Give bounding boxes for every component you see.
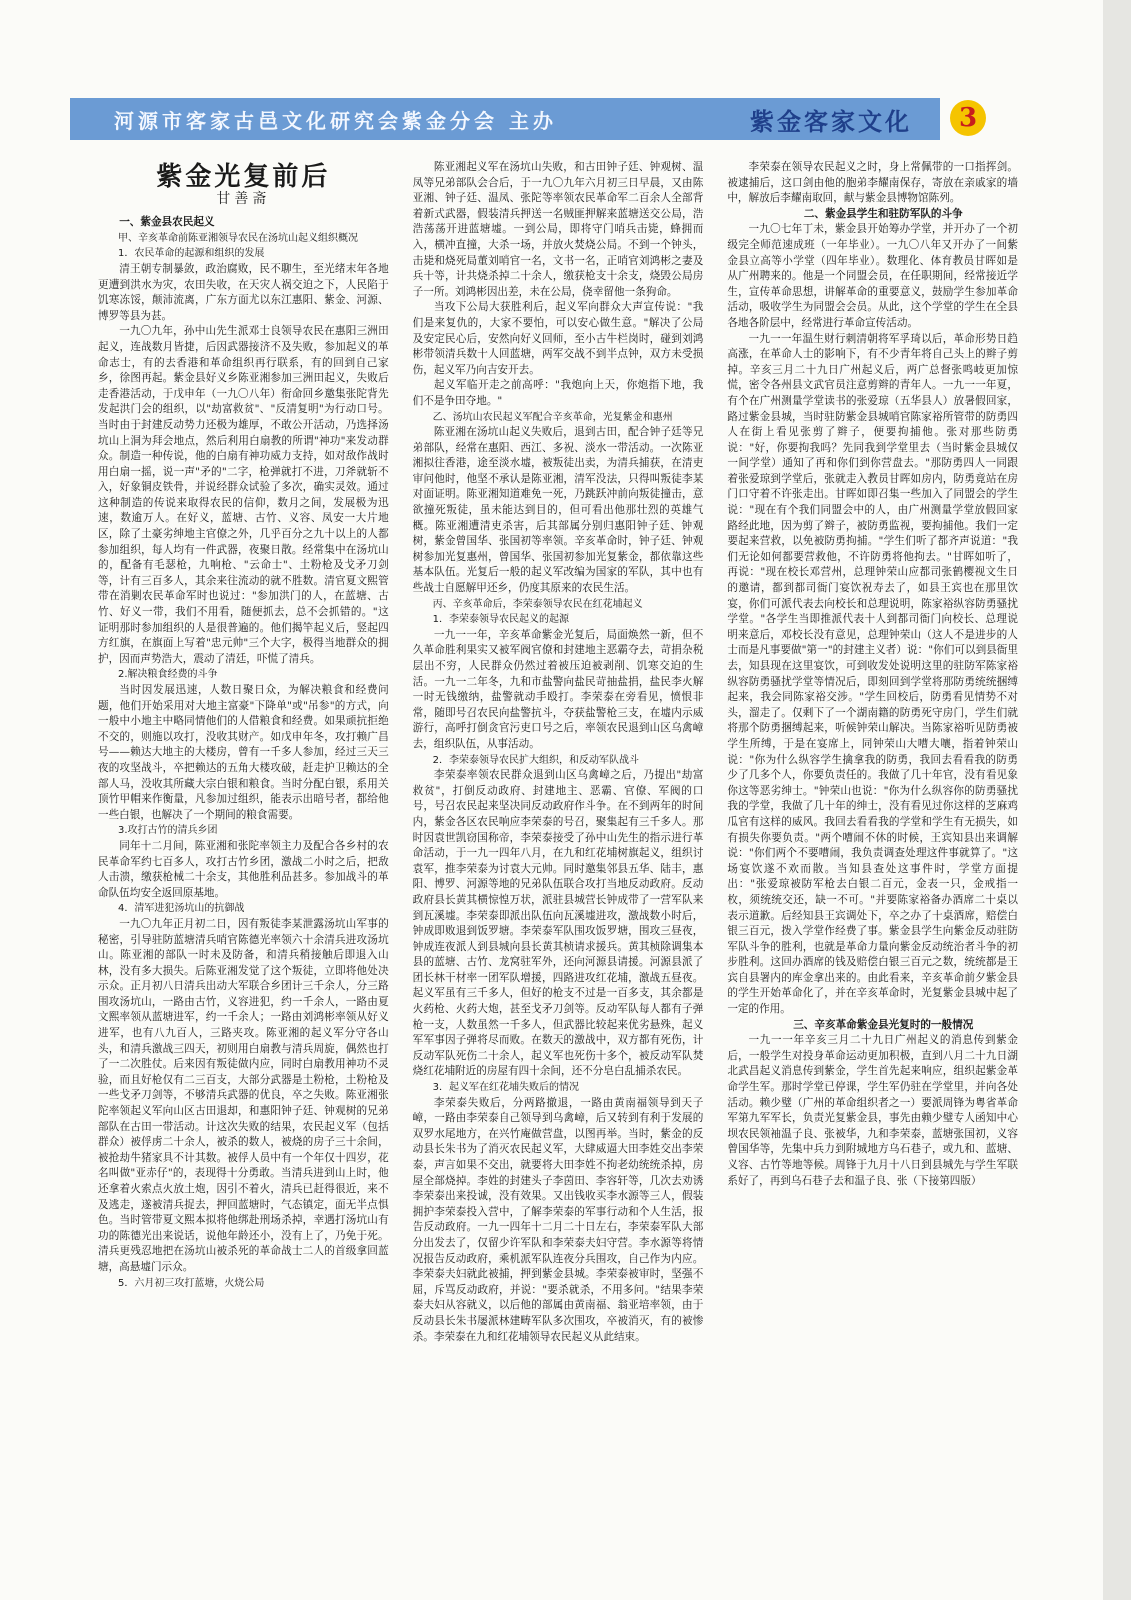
subheading: 2.解决粮食经费的斗争 <box>118 669 218 681</box>
subsection-heading: 丙、辛亥革命后，李荣泰领导农民在红花埔起义 <box>432 598 643 610</box>
column-1 <box>98 160 389 1562</box>
article-author: 甘善斋 <box>216 190 271 207</box>
column-3 <box>727 160 1018 1562</box>
page-edge <box>1103 0 1131 1600</box>
subheading: 1．李荣泰领导农民起义的起源 <box>432 614 570 626</box>
paragraph: 同年十二月间，陈亚湘和张陀率领主力及配合各乡村的农民革命军约七百多人，攻打古竹乡团，激战二小时之后，把敌人击溃，缴获枪械二十余支，其他胜利品甚多。参加战斗的革命队伍均安全返回原基地。 <box>98 839 389 899</box>
paragraph: 一九〇九年，孙中山先生派邓士良领导农民在惠阳三洲田起义，连战数月皆捷，后因武器接济不及失败，参加起义的革命志士，有的去香港和革命组织再行联系，有的回到自己家乡，徐图再起。紫金县好义乡陈亚湘参加三洲田起义，失败后走香港活动，于戊申年（一九〇八年）衔命回乡邀集张陀背先发起洪门会的组织，以"劫富救贫"、"反清复明"为行动口号。当时由于封建反动势力还极为雄厚，不敢公开活动，乃选择汤坑山上洞为拜会地点，然后利用白扇教的所谓"神功"来发动群众。制造一种传说，他的白扇有神功威力支持，如对敌作战时用白扇一摇，说一声"矛的"二字，枪弹就打不进，刀斧就斩不入，好象铜皮铁骨，并说经群众试验了多次，确实灵效。通过这种制造的传说来取得农民的信仰，数月之间，发展极为迅速，数逾万人。在好义，蓝塘、古竹、义容、凤安一大片地区，除了土豪劣绅地主官僚之外，几乎百分之九十以上的人都参加组织，每人均有一件武器，夜聚日散。经常集中在汤坑山的，配备有毛瑟枪，九响枪、"云命士"、土粉枪及戈矛刀剑等，计有三百多人，其余来往流动的就不胜数。清官夏文熙管带在消剿农民革命军时也说过："参加洪门的人，在蓝塘、古竹、好义一带，我们不用看，随便抓去，总不会抓错的。"这证明那时参加组织的人是很普遍的。他们揭竿起义后，竖起四方红旗，在旗面上写着"忠元帅"三个大字，极得当地群众的拥护，因而声势浩大，震动了清廷，吓慌了清兵。 <box>98 325 389 665</box>
subheading: 1．农民革命的起源和组织的发展 <box>118 248 265 260</box>
subsection-heading: 甲、辛亥革命前陈亚湘领导农民在汤坑山起义组织概况 <box>118 232 358 244</box>
subheading: 2．李荣泰领导农民扩大组织，和反动军队战斗 <box>432 754 640 766</box>
subheading: 3.攻打古竹的清兵乡团 <box>118 825 218 837</box>
paragraph: 陈亚湘在汤坑山起义失败后，退到古田，配合钟子廷等兄弟部队，经常在惠阳、西江、多祝、淡水一带活动。一次陈亚湘拟往香港，途至淡水墟，被叛徒出卖，为清兵捕获，在清吏审问他时，他坚不承认是陈亚湘，清军没法，只得叫叛徒李某对面证明。陈亚湘知道难免一死，乃跳跃冲前向叛徒撞击，意欲撞死叛徒，虽未能达到目的，但可看出他那壮烈的英雄气概。陈亚湘遭清吏杀害，后其部属分别归惠阳钟子廷、钟观树，紫金曾国华、张国初等率领。辛亥革命时，钟子廷、钟观树参加光复惠州，曾国华、张国初参加光复紫金，都依靠这些基本队伍。光复后一般的起义军改编为国家的军队，其中也有些战士自愿解甲还乡，仍度其原来的农民生活。 <box>412 426 704 595</box>
section-heading: 三、辛亥革命紫金县光复时的一般情况 <box>793 1018 974 1031</box>
article-title: 紫金光复前后 <box>156 162 331 192</box>
paragraph: 陈亚湘起义军在汤坑山失败，和古田钟子廷、钟观树、温凤等兄弟部队会合后，于一九〇九年六月初三日早晨，又由陈亚湘、钟子廷、温凤、张陀等率领农民革命军二百余人全部背着新式武器，假装清兵押送一名贼匪押解来蓝塘送交公局，浩浩荡荡开进蓝塘墟。一到公局，即将守门哨兵击毙，蜂拥而入，横冲直撞，大杀一场，并放火焚烧公局。不到一个钟头，击毙和烧死局董刘哨官一名，文书一名，正哨官刘鸿彬之妻及兵十等，计共烧杀掉二十余人，缴获枪支十余支，烧毁公局房子一所。刘鸿彬因出差，未在公局，侥幸留他一条狗命。 <box>412 161 704 298</box>
paragraph: 一九一一年温生财行刺清朝将军孚琦以后，革命形势日趋高涨，在革命人士的影响下，有不少青年将自己头上的辫子剪掉。辛亥三月二十九日广州起义后，两广总督张鸣岐更加惊慌，密令各州县文武官员注意剪辫的青年人。一九一一年夏，有个在广州测量学堂读书的张爱琼（五华县人）放暑假回家，路过紫金县城，当时驻防紫金县城哨官陈家裕所管带的防勇四人在街上看见张剪了辫子，便要拘捕他。张对那些防勇说："好，你要拘我吗？先同我到学堂里去（当时紫金县城仅一间学堂）通知了再和你们到你营盘去。"那防勇四人一同跟着张爱琼到学堂后，张就走入教员甘晖如房内，防勇竟站在房门口守着不许张走出。甘晖如即召集一些加入了同盟会的学生说："现在有个我们同盟会中的人，由广州测量学堂放假回家路经此地，因为剪了辫子，被防勇监视，要拘捕他。我们一定要起来营救，以免被防勇拘捕。"学生们听了都齐声说道："我们无论如何都要营救他，不许防勇将他拘去。"甘晖如听了，再说："现在校长邓营州，总理钟荣山应都司张鹤樱视文生日的邀请，都到都司衙门宴饮祝寿去了，如县王宾也在那里饮宴，你们可派代表去向校长和总理说明，陈家裕纵容防勇骚扰学堂。"各学生当即推派代表十人到都司衙门向校长、总理说明来意后，邓校长没有意见，总理钟荣山（这人不是进步的人士而是凡事要做"第一"的封建主义者）说："你们可以到县衙里去，知县现在这里宴饮，可到收发处说明这里的驻防军陈家裕纵容防勇骚扰学堂等情况后，即刻回到学堂将那防勇统统捆缚起来，我会同陈家裕交涉。"学生回校后，防勇看见情势不对头，溜走了。仅剩下了一个湖南籍的防勇死守房门，学生们就将那个防勇捆缚起来，听候钟荣山解决。当陈家裕听见防勇被学生所缚，于是在宴席上，同钟荣山大嘈大嚷，指着钟荣山说："你为什么纵容学生擒拿我的防勇，我回去看看我的防勇少了几多个人，你要负责任的。我做了几十年官，没有看见象你这等恶劣绅士。"钟荣山也说："你为什么纵容你的防勇骚扰我的学堂，我做了几十年的绅士，没有看见过你这样的芝麻鸡瓜官有这样的威风。我回去看看我的学堂和学生有无损失，如有损失你要负责。"两个嘈闹不休的时候，王宾知县出来调解说："你们两个不要嘈闹，我负责调查处理这件事就算了。"这场宴饮遂不欢而散。当知县查处这事件时，学堂方面提出："张爱琼被防军枪去白银二百元，金表一只，金戒指一枚，须统统交还，缺一不可。"并要陈家裕备办酒席二十桌以表示道歉。后经知县王宾调处下，卒之办了十桌酒席，赔偿白银三百元，拨入学堂作经费了事。紫金县学生向紫金反动驻防军队斗争的胜利，也就是革命力量向紫金反动统治者斗争的初步胜利。这回办酒席的钱及赔偿白银三百元之数，统统都是王宾自县署内的库金拿出来的。由此看来，辛亥革命前夕紫金县的学生开始革命化了，并在辛亥革命时，光复紫金县城中起了一定的作用。 <box>727 332 1019 1016</box>
paragraph: 李荣泰在领导农民起义之时，身上常佩带的一口指挥剑。被逮捕后，这口剑由他的胞弟李耀南保存，寄放在亲戚家的墙中，解放后李耀南取回，献与紫金县博物馆陈列。 <box>727 161 1019 205</box>
section-heading: 二、紫金县学生和驻防军队的斗争 <box>803 207 963 220</box>
page-number-badge: 3 <box>950 100 986 136</box>
paragraph: 一九〇九年正月初二日，因有叛徒李某泄露汤坑山军事的秘密，引导驻防蓝塘清兵哨官陈德光率领六十余清兵进攻汤坑山。陈亚湘的部队一时未及防备，和清兵稍接触后即退入山林，没有多大损失。后陈亚湘发觉了这个叛徒，立即将他处决示众。正月初八日清兵出动大军联合乡团计三千余人，分三路围攻汤坑山，一路由古竹，义容进犯，约一千余人，一路由夏文熙率领从蓝塘进军，约一千余人；一路由刘鸿彬率领从好义进军，也有八九百人，三路夹攻。陈亚湘的起义军分守各山头，和清兵激战三四天，初则用白扇教与清兵周旋，偶然也打了一二次胜仗。后来因有叛徒做内应，同时白扇教用神功不灵验，而且好枪仅有二三百支，大部分武器是土粉枪，土粉枪及一些戈矛刀剑等，不够清兵武器的优良，卒之失败。陈亚湘张陀率领起义军向山区古田退却，和惠阳钟子廷、钟观树的兄弟部队在古田一带活动。计这次失败的结果，农民起义军（包括群众）被俘虏二十余人，被杀的数人，被烧的房子三十余间，被抢劫牛猪家具不计其数。被俘人员中有一个年仅十四岁，花名叫做"亚赤仔"的，表现得十分勇敢。当清兵进到山上时，他还拿着火索点火放土炮，因引不着火，清兵已赶得很近，来不及逃走，遂被清兵捉去，押回蓝塘时，气态镇定，面无半点惧色。当时管带夏文熙本拟将他绑赴刑场杀掉，幸遇打汤坑山有功的陈德光出来说话，说他年龄还小，没有上了，乃免于死。清兵更残忍地把在汤坑山被杀死的革命战士二人的首级拿回蓝塘，高悬墟门示众。 <box>98 917 389 1273</box>
article-columns <box>98 160 1018 1562</box>
paragraph: 当攻下公局大获胜利后，起义军向群众大声宣传说："我们是来复仇的，大家不要怕，可以安心做生意。"解决了公局及安定民心后，安然向好义回师，至小古牛栏岗时，碰到刘鸿彬带领清兵数十人回蓝塘，两军交战不到半点钟，双方未受损伤，起义军乃向吉安开去。 <box>412 301 704 376</box>
paragraph: 清王朝专制暴敛，政治腐败，民不聊生，至光绪末年各地更遭到洪水为灾，农田失收，在天灾人祸交迫之下，人民陷于饥寒冻馁，颠沛流离，广东方面尤以东江惠阳、紫金、河源、博罗等县为甚。 <box>98 262 389 322</box>
paragraph: 起义军临开走之前高呼："我炮向上天，你炮指下地，我们不是争田夺地。" <box>412 379 704 407</box>
section-heading: 一、紫金县农民起义 <box>119 216 215 229</box>
paragraph: 李荣泰失败后，分两路撤退，一路由黄南福领导到天子嶂，一路由李荣泰自己领导到乌禽嶂，后又转到有利于发展的双罗水尾地方，在兴竹庵做营盘，以图再举。当时，紫金的反动县长朱书为了消灭农民起义军，大肆威逼大田李姓交出李荣泰，声言如果不交出，就要将大田李姓不拘老幼统统杀掉，房屋全部烧掉。李姓的封建头子李茵田、李容轩等，几次去劝诱李荣泰出来投诚，没有效果。又出钱收买李水源等三人，假装拥护李荣泰投入营中，了解李荣泰的军事行动和个人生活，报告反动政府。一九一四年十二月二十日左右，李荣泰军队大部分出发去了，仅留少许军队和李荣泰夫妇守营。李水源等将情况报告反动政府，乘机派军队连夜分兵围攻，自己作为内应。李荣泰夫妇就此被捕，押到紫金县城。李荣泰被审时，坚强不屈，斥骂反动政府，并说："要杀就杀，不用多问。"结果李荣泰夫妇从容就义，以后他的部属由黄南福、翁亚培率领，由于反动县长朱书屡派林建畴军队多次围攻，卒被消灭，有的被惨杀。李荣泰在九和红花埔领导农民起义从此结束。 <box>412 1096 704 1343</box>
column-2 <box>413 160 704 1562</box>
paragraph: 一九〇七年丁未，紫金县开始筹办学堂，并开办了一个初级完全师范速成班（一年毕业）。一九〇八年又开办了一间紫金县立高等小学堂（四年毕业）。数理化、体育教员甘晖如是从广州聘来的。他是一个同盟会员，在任职期间，经常接近学生，宣传革命思想，讲解革命的重要意义，鼓励学生参加革命活动，吸收学生为同盟会会员。从此，这个学堂的学生在全县各地各阶层中，经常进行革命宣传活动。 <box>727 223 1019 329</box>
paragraph: 一九一一年辛亥三月二十九日广州起义的消息传到紫金后，一般学生对投身革命运动更加积极，直到八月二十九日湖北武昌起义消息传到紫金，学生首先起来响应，组织起紫金革命学生军。那时学堂已停课，学生军仍驻在学堂里，并向各处活动。赖少璧（广州的革命组织者之一）要派周锋为粤省革命军第九军军长，负责光复紫金县，事先由赖少璧专人函知中心坝农民领袖温子良、张被华，九和李荣泰，蓝塘张国初，义容曾国华等，先集中兵力到附城地方乌石巷子，或九和、蓝塘、义容、古竹等地等候。周锋于九月十八日到县城先与学生军联系好了，再到乌石巷子去和温子良、张（下接第四版） <box>727 1034 1019 1187</box>
subheading: 4．清军进犯汤坑山的抗御战 <box>118 903 245 915</box>
publication-name: 紫金客家文化 <box>750 107 912 136</box>
subheading: 3．起义军在红花埔失败后的情况 <box>432 1082 580 1094</box>
paragraph: 一九一一年，辛亥革命紫金光复后，局面焕然一新，但不久革命胜利果实又被军阀官僚和封建地主恶霸夺去，苛捐杂税层出不穷，人民群众仍然过着被压迫被剥削、饥寒交迫的生活。一九一二年冬，九和市盐警向盐民苛抽盐捐，盐民李火解一时无钱缴纳，盐警就动手殴打。李荣泰在旁看见，愤恨非常，随即号召农民向盐警抗斗，夺获盐警枪三支，在墟内示威游行，高呼打倒贪官污吏口号之后，率领农民退到山区乌禽嶂去，组织队伍，从事活动。 <box>412 628 704 750</box>
paragraph: 李荣泰率领农民群众退到山区乌禽嶂之后，乃提出"劫富救贫"，打倒反动政府、封建地主、恶霸、官僚、军阀的口号，号召农民起来坚决同反动政府作斗争。在不到两年的时间内，紫金各区农民响应李荣泰的号召，聚集起有三千多人。那时因袁世凯窃国称帝，李荣泰接受了孙中山先生的指示进行革命活动，于一九一四年八月，在九和红花埔树旗起义，组织讨袁军，推李荣泰为讨袁大元帅。同时邀集邻县五华、陆丰，惠阳、博罗、河源等地的兄弟队伍联合攻打当地反动政府。反动政府县长黄其横惊惶万状，派驻县城营长钟成带了一营军队来到瓦溪墟。李荣泰即派出队伍向瓦溪墟进攻，激战数小时后，钟成即败退到饭罗塘。李荣泰军队围攻饭罗塘，围攻三昼夜，钟成连夜派人到县城向县长黄其桢请求援兵。黄其桢除调集本县的蓝塘、古竹、龙窝驻军外，还向河源县请援。河源县派了团长林干材率一团军队增援，四路进攻红花埔，激战五昼夜。起义军虽有三千多人，但好的枪支不过是一百多支，其余都是火药枪、火药大炮，甚至戈矛刀剑等。反动军队每人都有子弹枪一支，人数虽然一千多人，但武器比较起来优劣悬殊，起义军军事因子弹将尽而败。在数天的激战中，双方都有死伤，计反动军队死伤二十余人，起义军也死伤十多个，被反动军队焚烧红花埔附近的房屋有四十余间，还不分皂白乱捕杀农民。 <box>412 769 704 1078</box>
subheading: 5．六月初三攻打蓝塘，火烧公局 <box>118 1277 265 1289</box>
header-organizer: 河源市客家古邑文化研究会紫金分会 主办 <box>114 108 557 133</box>
paragraph: 当时因发展迅速，人数日聚日众，为解决粮食和经费问题，他们开始采用对大地主富豪"下降单"或"吊参"的方式，向一般中小地主中略同情他们的人借粮食和经费。如果顽抗拒绝不交的，则施以攻打，没收其财产。如戊申年冬，攻打赖广昌号——赖达大地主的大楼房，曾有一千多人参加，经过三天三夜的攻坚战斗，卒把赖达的五角大楼攻破，赶走护卫赖达的全部人马，没收其所藏大宗白银和粮食。当时分配白银，系用关顶竹甲帽来作衡量，凡参加过组织，能表示出暗号者，都给他一些白银，也解决了一个期间的粮食需要。 <box>98 684 389 821</box>
subsection-heading: 乙、汤坑山农民起义军配合辛亥革命，光复紫金和惠州 <box>432 411 673 423</box>
